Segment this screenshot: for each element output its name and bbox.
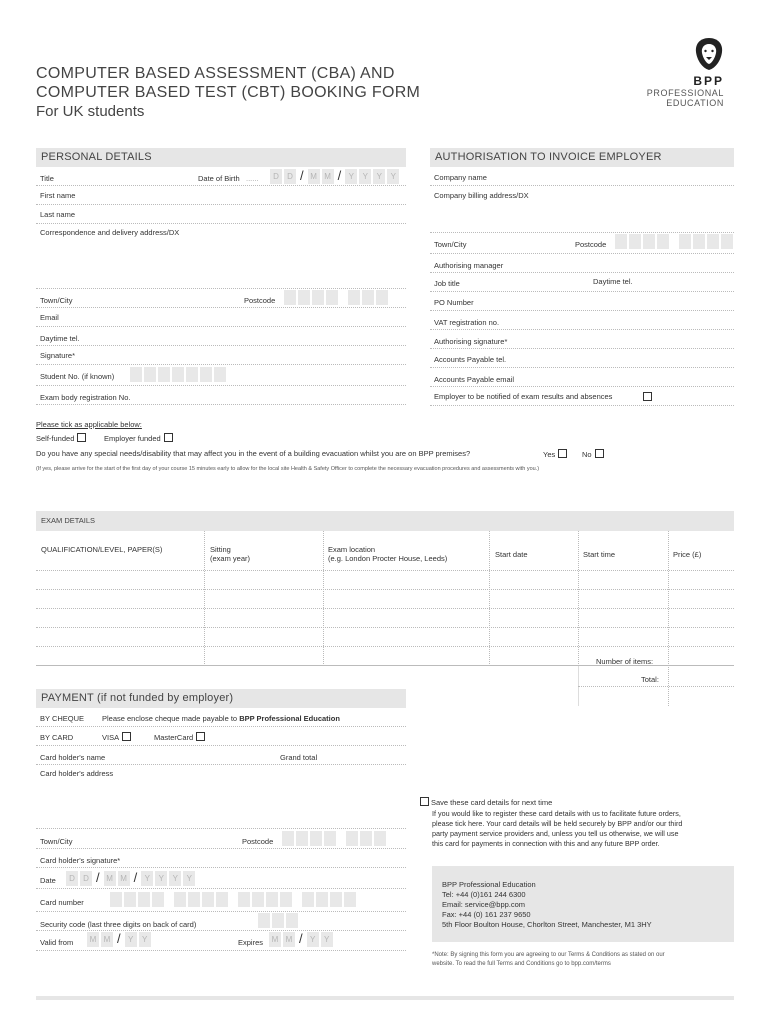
column-divider <box>489 531 490 666</box>
cheque-payee: BPP Professional Education <box>239 714 340 723</box>
postcode-cell[interactable] <box>629 234 641 249</box>
cell-gap <box>230 892 236 907</box>
postcode-cell[interactable] <box>360 831 372 846</box>
col-start-date: Start date <box>495 550 528 559</box>
employer-funded-checkbox[interactable] <box>164 433 173 442</box>
daytime-tel-field[interactable] <box>36 327 406 346</box>
title-row[interactable] <box>36 167 406 186</box>
auth-signature-field[interactable] <box>430 330 734 349</box>
card-digit-cell[interactable] <box>266 892 278 907</box>
email-field[interactable] <box>36 308 406 327</box>
card-digit-cell[interactable] <box>202 892 214 907</box>
valid-year-cell[interactable]: Y <box>125 932 137 947</box>
contact-email: Email: service@bpp.com <box>442 900 526 909</box>
first-name-field[interactable] <box>36 186 406 205</box>
save-card-label: Save these card details for next time <box>431 798 553 807</box>
postcode-field[interactable] <box>284 290 388 305</box>
po-number-field[interactable] <box>430 292 734 311</box>
dob-year-cell[interactable]: Y <box>373 169 385 184</box>
exam-body-reg-field[interactable] <box>36 386 406 405</box>
save-card-info-line: party payment service providers and, unless you tell us otherwise, we will use <box>432 829 679 838</box>
payment-section <box>36 689 406 951</box>
card-digit-cell[interactable] <box>124 892 136 907</box>
page-title-line-2: COMPUTER BASED TEST (CBT) BOOKING FORM <box>36 84 421 101</box>
authorisation-section <box>430 148 734 406</box>
mastercard-label: MasterCard <box>154 733 194 742</box>
signature-field[interactable] <box>36 346 406 365</box>
dob-month-cell[interactable]: M <box>308 169 320 184</box>
total-label: Total: <box>641 675 659 684</box>
holder-name-label: Card holder's name <box>40 753 106 762</box>
job-title-label: Job title <box>434 279 460 288</box>
card-digit-cell[interactable] <box>238 892 250 907</box>
validity-row[interactable] <box>36 931 406 951</box>
student-no-cell[interactable] <box>186 367 198 382</box>
holder-address-label: Card holder's address <box>40 769 114 778</box>
exam-table-row[interactable] <box>36 628 734 647</box>
pay-postcode-field[interactable] <box>282 831 386 846</box>
pay-town-row[interactable] <box>36 829 406 849</box>
no-label: No <box>582 450 592 459</box>
holder-address-field[interactable] <box>36 765 406 829</box>
valid-month-cell[interactable]: M <box>101 932 113 947</box>
mastercard-checkbox[interactable] <box>196 732 205 741</box>
billing-address-field[interactable] <box>430 186 734 233</box>
date-year-cell[interactable]: Y <box>141 871 153 886</box>
date-day-cell[interactable]: D <box>80 871 92 886</box>
student-no-cell[interactable] <box>172 367 184 382</box>
student-no-field[interactable] <box>130 367 226 382</box>
save-card-checkbox[interactable] <box>420 797 429 806</box>
dob-dots: ...... <box>246 174 259 183</box>
self-funded-option[interactable] <box>36 433 86 443</box>
postcode-cell[interactable] <box>657 234 669 249</box>
card-digit-cell[interactable] <box>330 892 342 907</box>
cell-gap <box>338 831 344 846</box>
dob-day-cell[interactable]: D <box>284 169 296 184</box>
visa-label: VISA <box>102 733 120 742</box>
card-digit-cell[interactable] <box>280 892 292 907</box>
col-price: Price (£) <box>673 550 702 559</box>
evacuation-fine-print: (If yes, please arrive for the start of the first day of your course 15 minutes early to allow for the local site Health & Safety Officer to complete the necessary evacuation procedures and assessments with you.) <box>36 466 540 472</box>
card-number-field[interactable] <box>110 892 356 907</box>
security-code-field[interactable] <box>258 913 298 928</box>
po-number-label: PO Number <box>434 298 474 307</box>
address-label: Correspondence and delivery address/DX <box>40 228 180 237</box>
billing-address-label: Company billing address/DX <box>434 191 529 200</box>
student-no-cell[interactable] <box>214 367 226 382</box>
auth-postcode-label: Postcode <box>575 240 607 249</box>
expiry-month-cell[interactable]: M <box>269 932 281 947</box>
cell-gap <box>340 290 346 305</box>
card-type-row <box>36 727 406 746</box>
card-digit-cell[interactable] <box>188 892 200 907</box>
dob-label: Date of Birth <box>198 174 240 183</box>
student-no-cell[interactable] <box>200 367 212 382</box>
dob-day-cell[interactable]: D <box>270 169 282 184</box>
ap-tel-field[interactable] <box>430 349 734 368</box>
postcode-cell[interactable] <box>362 290 374 305</box>
exam-details-table <box>36 511 734 684</box>
security-digit-cell[interactable] <box>272 913 284 928</box>
card-number-label: Card number <box>40 898 84 907</box>
self-funded-label: Self-funded <box>36 434 75 443</box>
dob-year-cell[interactable]: Y <box>387 169 399 184</box>
logo-line-2: EDUCATION <box>666 98 724 108</box>
logo-brand: BPP <box>693 74 724 88</box>
student-no-cell[interactable] <box>158 367 170 382</box>
card-digit-cell[interactable] <box>152 892 164 907</box>
auth-manager-field[interactable] <box>430 254 734 273</box>
contact-address: 5th Floor Boulton House, Chorlton Street, Manchester, M1 3HY <box>442 920 652 929</box>
exam-table-row[interactable] <box>36 609 734 628</box>
cell-gap <box>166 892 172 907</box>
postcode-cell[interactable] <box>346 831 358 846</box>
pay-date-label: Date <box>40 876 56 885</box>
notify-employer-row[interactable] <box>430 387 734 406</box>
date-year-cell[interactable]: Y <box>169 871 181 886</box>
postcode-cell[interactable] <box>679 234 691 249</box>
by-cheque-label: BY CHEQUE <box>40 714 85 723</box>
postcode-label: Postcode <box>244 296 276 305</box>
postcode-cell[interactable] <box>348 290 360 305</box>
security-digit-cell[interactable] <box>258 913 270 928</box>
contact-details-box <box>432 866 734 942</box>
dob-month-cell[interactable]: M <box>322 169 334 184</box>
exam-table-row[interactable] <box>36 590 734 609</box>
valid-month-cell[interactable]: M <box>87 932 99 947</box>
special-needs-yes[interactable] <box>543 449 567 459</box>
auth-town-label: Town/City <box>434 240 467 249</box>
personal-details-heading: PERSONAL DETAILS <box>36 148 406 167</box>
dob-field[interactable] <box>270 169 399 184</box>
card-digit-cell[interactable] <box>110 892 122 907</box>
expiry-year-cell[interactable]: Y <box>307 932 319 947</box>
date-separator: / <box>133 870 138 885</box>
employer-funded-option[interactable] <box>104 433 173 443</box>
number-of-items-label: Number of items: <box>596 657 654 666</box>
student-no-row[interactable] <box>36 365 406 386</box>
col-sitting <box>210 545 250 563</box>
security-code-row[interactable] <box>36 912 406 931</box>
ap-tel-label: Accounts Payable tel. <box>434 355 507 364</box>
terms-footnote-line: website. To read the full Terms and Conditions go to bpp.com/terms <box>432 961 611 967</box>
date-separator: / <box>300 168 304 183</box>
grand-total-label: Grand total <box>280 753 318 762</box>
column-divider <box>323 531 324 666</box>
by-card-label: BY CARD <box>40 733 74 742</box>
special-needs-question: Do you have any special needs/disability that may affect you in the event of a building evacuation whilst you are on BPP premises? <box>36 449 471 458</box>
page-subtitle: For UK students <box>36 103 145 120</box>
cell-gap <box>294 892 300 907</box>
last-name-label: Last name <box>40 210 76 219</box>
col-sitting-line-1: Sitting <box>210 545 231 554</box>
cell-gap <box>671 234 677 249</box>
col-location-line-2: (e.g. London Procter House, Leeds) <box>328 554 448 563</box>
postcode-cell[interactable] <box>374 831 386 846</box>
no-checkbox[interactable] <box>595 449 604 458</box>
exam-table-row[interactable] <box>36 571 734 590</box>
auth-town-row[interactable] <box>430 233 734 254</box>
email-label: Email <box>40 313 59 322</box>
save-card-info-line: please tick here. Your card details will be held securely by BPP and/or our third <box>432 819 683 828</box>
holder-signature-field[interactable] <box>36 849 406 868</box>
save-card-option[interactable] <box>420 797 552 807</box>
col-location-line-1: Exam location <box>328 545 376 554</box>
tick-instructions: Please tick as applicable below: <box>36 420 142 429</box>
cheque-note-text: Please enclose cheque made payable to <box>102 714 240 723</box>
personal-details-section <box>36 148 406 405</box>
dob-year-cell[interactable]: Y <box>359 169 371 184</box>
contact-tel: Tel: +44 (0)161 244 6300 <box>442 890 526 899</box>
postcode-cell[interactable] <box>721 234 733 249</box>
postcode-cell[interactable] <box>707 234 719 249</box>
postcode-cell[interactable] <box>282 831 294 846</box>
card-digit-cell[interactable] <box>302 892 314 907</box>
date-year-cell[interactable]: Y <box>183 871 195 886</box>
mastercard-option[interactable] <box>154 732 205 742</box>
dob-year-cell[interactable]: Y <box>345 169 357 184</box>
pay-date-row[interactable] <box>36 868 406 889</box>
lion-head-icon <box>692 36 726 72</box>
postcode-cell[interactable] <box>324 831 336 846</box>
daytime-tel-label: Daytime tel. <box>40 334 80 343</box>
auth-daytime-tel-label: Daytime tel. <box>593 277 633 286</box>
valid-from-label: Valid from <box>40 938 74 947</box>
valid-from-field[interactable] <box>87 932 151 947</box>
pay-postcode-label: Postcode <box>242 837 274 846</box>
date-separator: / <box>117 931 121 946</box>
col-qualification: QUALIFICATION/LEVEL, PAPER(S) <box>41 545 163 554</box>
save-card-info <box>432 809 682 849</box>
authorisation-heading: AUTHORISATION TO INVOICE EMPLOYER <box>430 148 734 167</box>
save-card-info-line: this card for payments in connection with this and any future BPP order. <box>432 839 660 848</box>
card-digit-cell[interactable] <box>316 892 328 907</box>
ap-email-label: Accounts Payable email <box>434 375 515 384</box>
visa-option[interactable] <box>102 732 131 742</box>
vat-label: VAT registration no. <box>434 318 500 327</box>
card-number-row[interactable] <box>36 889 406 912</box>
self-funded-checkbox[interactable] <box>77 433 86 442</box>
postcode-cell[interactable] <box>298 290 310 305</box>
exam-column-headers <box>36 531 734 571</box>
notify-employer-checkbox[interactable] <box>643 392 652 401</box>
expiry-year-cell[interactable]: Y <box>321 932 333 947</box>
last-name-field[interactable] <box>36 205 406 224</box>
items-underline <box>578 686 734 687</box>
auth-manager-label: Authorising manager <box>434 261 504 270</box>
valid-year-cell[interactable]: Y <box>139 932 151 947</box>
expires-label: Expires <box>238 938 264 947</box>
job-title-row[interactable] <box>430 273 734 292</box>
title-label: Title <box>40 174 54 183</box>
card-digit-cell[interactable] <box>138 892 150 907</box>
postcode-cell[interactable] <box>310 831 322 846</box>
logo-line-1: PROFESSIONAL <box>646 88 724 98</box>
company-name-label: Company name <box>434 173 487 182</box>
auth-postcode-field[interactable] <box>615 234 733 249</box>
date-month-cell[interactable]: M <box>104 871 116 886</box>
town-row[interactable] <box>36 289 406 308</box>
exam-body-label: Exam body registration No. <box>40 393 131 402</box>
cheque-note <box>102 714 340 723</box>
yes-label: Yes <box>543 450 556 459</box>
signature-label: Signature* <box>40 351 76 360</box>
postcode-cell[interactable] <box>376 290 388 305</box>
card-digit-cell[interactable] <box>252 892 264 907</box>
card-digit-cell[interactable] <box>174 892 186 907</box>
postcode-cell[interactable] <box>312 290 324 305</box>
payment-heading: PAYMENT (if not funded by employer) <box>36 689 406 708</box>
employer-funded-label: Employer funded <box>104 434 161 443</box>
contact-name: BPP Professional Education <box>442 880 536 889</box>
terms-footnote <box>432 951 665 969</box>
student-no-cell[interactable] <box>144 367 156 382</box>
page-title-line-1: COMPUTER BASED ASSESSMENT (CBA) AND <box>36 65 395 82</box>
column-divider <box>578 531 579 666</box>
column-divider <box>204 531 205 666</box>
card-digit-cell[interactable] <box>344 892 356 907</box>
form-title-block <box>36 64 516 122</box>
pay-date-field[interactable] <box>66 871 195 886</box>
col-start-time: Start time <box>583 550 616 559</box>
town-label: Town/City <box>40 296 73 305</box>
postcode-cell[interactable] <box>615 234 627 249</box>
address-field[interactable] <box>36 224 406 289</box>
pay-town-label: Town/City <box>40 837 73 846</box>
notify-employer-label: Employer to be notified of exam results and absences <box>434 392 613 401</box>
postcode-cell[interactable] <box>643 234 655 249</box>
holder-name-row[interactable] <box>36 746 406 765</box>
save-card-info-line: If you would like to register these card details with us to facilitate future orders, <box>432 809 681 818</box>
expiry-month-cell[interactable]: M <box>283 932 295 947</box>
col-sitting-line-2: (exam year) <box>210 554 251 563</box>
date-year-cell[interactable]: Y <box>155 871 167 886</box>
date-separator: / <box>337 168 342 183</box>
yes-checkbox[interactable] <box>558 449 567 458</box>
first-name-label: First name <box>40 191 76 200</box>
contact-fax: Fax: +44 (0) 161 237 9650 <box>442 910 531 919</box>
card-digit-cell[interactable] <box>216 892 228 907</box>
postcode-cell[interactable] <box>284 290 296 305</box>
postcode-cell[interactable] <box>296 831 308 846</box>
visa-checkbox[interactable] <box>122 732 131 741</box>
vat-field[interactable] <box>430 311 734 330</box>
ap-email-field[interactable] <box>430 368 734 387</box>
special-needs-no[interactable] <box>582 449 604 459</box>
col-exam-location <box>328 545 447 563</box>
date-month-cell[interactable]: M <box>118 871 130 886</box>
date-separator: / <box>299 931 303 946</box>
footer-bar <box>36 996 734 1000</box>
security-digit-cell[interactable] <box>286 913 298 928</box>
column-divider <box>668 531 669 706</box>
date-separator: / <box>96 870 100 885</box>
auth-signature-label: Authorising signature* <box>434 337 508 346</box>
date-day-cell[interactable]: D <box>66 871 78 886</box>
cheque-row <box>36 708 406 727</box>
company-name-field[interactable] <box>430 167 734 186</box>
postcode-cell[interactable] <box>326 290 338 305</box>
terms-footnote-line: *Note: By signing this form you are agreeing to our Terms & Conditions as stated on our <box>432 952 665 958</box>
holder-signature-label: Card holder's signature* <box>40 856 121 865</box>
student-no-cell[interactable] <box>130 367 142 382</box>
expires-field[interactable] <box>269 932 333 947</box>
security-code-label: Security code (last three digits on back of card) <box>40 920 197 929</box>
bpp-logo <box>640 36 730 108</box>
exam-details-heading: EXAM DETAILS <box>36 511 734 531</box>
postcode-cell[interactable] <box>693 234 705 249</box>
student-no-label: Student No. (if known) <box>40 372 115 381</box>
